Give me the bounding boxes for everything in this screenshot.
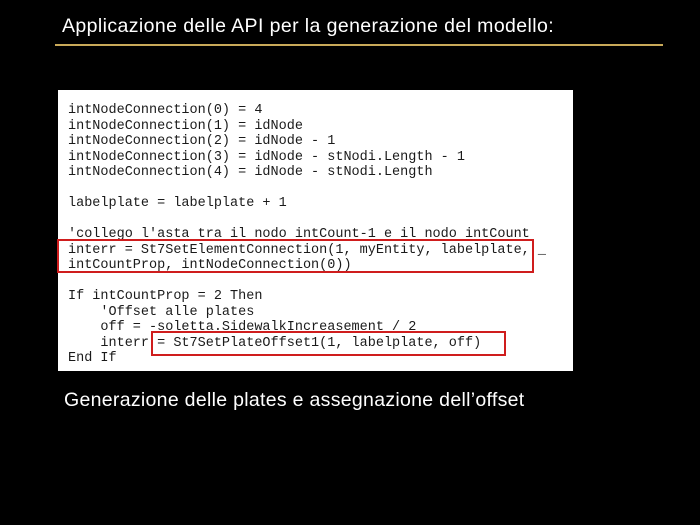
code-line-blank bbox=[68, 212, 546, 228]
code-line: intNodeConnection(0) = 4 bbox=[68, 103, 263, 118]
code-line: intNodeConnection(3) = idNode - stNodi.Length - 1 bbox=[68, 149, 465, 165]
highlight-box-element-connection bbox=[57, 239, 534, 273]
slide-title: Applicazione delle API per la generazione del modello: bbox=[62, 15, 555, 37]
title-underline-rule bbox=[55, 44, 663, 46]
code-line: off = -soletta.SidewalkIncreasement / 2 bbox=[68, 320, 417, 335]
code-line: labelplate = labelplate + 1 bbox=[68, 196, 287, 211]
code-line: 'Offset alle plates bbox=[68, 304, 255, 320]
code-block bbox=[68, 103, 546, 367]
code-comment-underlined: 'collego l'asta tra il nodo intCount-1 e il nodo intCount bbox=[68, 227, 530, 242]
code-line: If intCountProp = 2 Then bbox=[68, 289, 263, 304]
code-line: End If bbox=[68, 351, 117, 366]
code-panel bbox=[58, 90, 573, 371]
code-line: intNodeConnection(2) = idNode - 1 bbox=[68, 134, 336, 149]
code-line-blank bbox=[68, 181, 546, 197]
code-line: interr = St7SetPlateOffset1(1, labelplate, off) bbox=[68, 335, 482, 351]
code-line: intNodeConnection(4) = idNode - stNodi.Length bbox=[68, 165, 433, 180]
highlight-box-plate-offset bbox=[151, 331, 506, 356]
code-line: intNodeConnection(1) = idNode bbox=[68, 118, 303, 134]
code-line-blank bbox=[68, 274, 546, 290]
slide-caption: Generazione delle plates e assegnazione dell’offset bbox=[64, 389, 525, 411]
code-line: interr = St7SetElementConnection(1, myEntity, labelplate, _ bbox=[68, 242, 546, 258]
code-line: intCountProp, intNodeConnection(0)) bbox=[68, 258, 352, 273]
